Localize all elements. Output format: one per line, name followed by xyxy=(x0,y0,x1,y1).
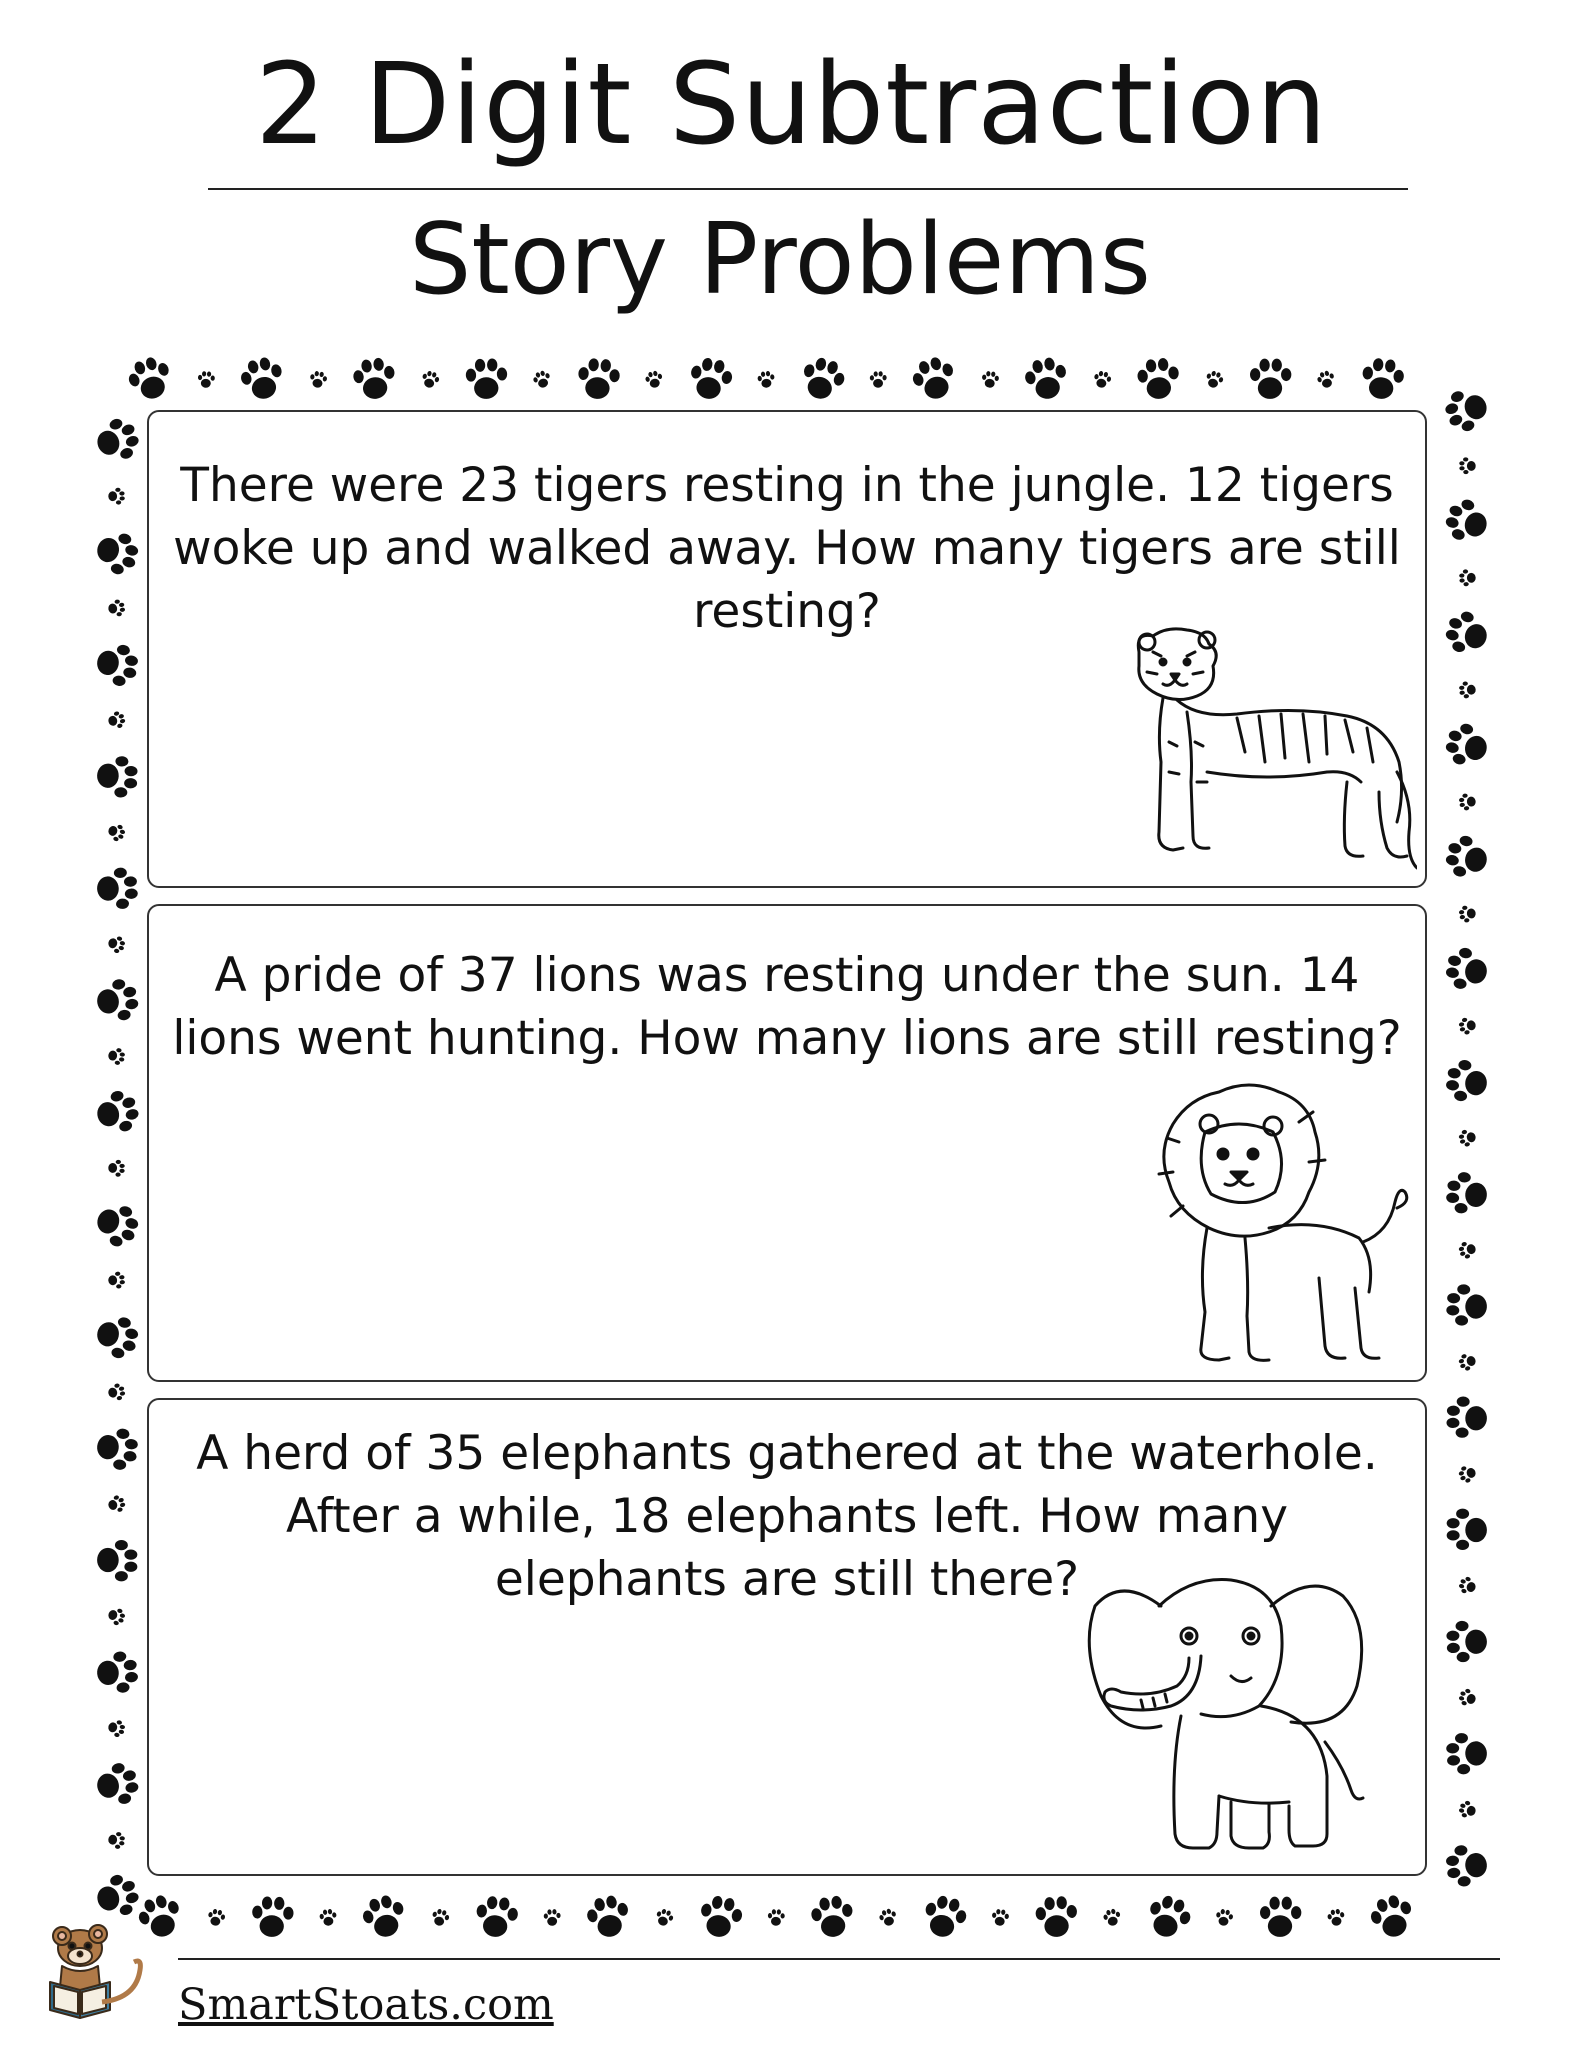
paw-print-icon xyxy=(251,1896,294,1938)
paw-print-icon xyxy=(687,356,735,403)
paw-print-icon xyxy=(1442,608,1490,659)
paw-print-icon xyxy=(93,1313,141,1362)
paw-print-icon xyxy=(1458,1016,1477,1036)
paw-print-icon xyxy=(1457,1687,1478,1708)
paw-print-icon xyxy=(1102,1908,1122,1928)
paw-print-icon xyxy=(1136,357,1181,401)
problem-card-3 xyxy=(147,1398,1427,1876)
paw-print-icon xyxy=(94,642,140,689)
lion-illustration xyxy=(1149,1082,1409,1372)
paw-print-icon xyxy=(1446,1396,1488,1439)
paw-print-icon xyxy=(1458,792,1476,811)
paw-print-icon xyxy=(106,1606,127,1627)
paw-print-icon xyxy=(96,867,139,911)
paw-print-icon xyxy=(878,1907,899,1928)
paw-print-icon xyxy=(1250,359,1291,399)
stoat-reading-book-icon xyxy=(40,1918,150,2028)
paw-print-icon xyxy=(798,354,849,404)
paw-print-icon xyxy=(474,1895,519,1939)
problem-text-2: A pride of 37 lions was resting under the sun. 14 lions went hunting. How many lions are still resting? xyxy=(172,948,1402,1066)
paw-print-icon xyxy=(107,1719,126,1739)
footer-divider xyxy=(178,1958,1500,1960)
problem-card-2 xyxy=(147,904,1427,1382)
paw-print-icon xyxy=(1442,495,1490,547)
paw-print-icon xyxy=(1457,1240,1477,1260)
paw-print-icon xyxy=(309,370,328,389)
paw-print-icon xyxy=(95,1650,139,1695)
paw-print-icon xyxy=(1442,720,1490,770)
paw-print-icon xyxy=(95,1426,139,1471)
paw-print-icon xyxy=(91,1199,142,1251)
paw-print-icon xyxy=(108,1271,126,1289)
paw-print-icon xyxy=(106,1494,127,1515)
paw-print-icon xyxy=(124,353,177,405)
paw-print-icon xyxy=(359,1892,410,1942)
paw-print-icon xyxy=(1458,904,1477,923)
paw-print-icon xyxy=(108,1160,125,1177)
worksheet-title: 2 Digit Subtraction xyxy=(255,40,1328,170)
paw-print-icon xyxy=(1457,1351,1478,1372)
paw-print-icon xyxy=(1445,1731,1488,1775)
paw-print-icon xyxy=(106,710,126,730)
paw-print-icon xyxy=(107,599,126,618)
paw-print-icon xyxy=(991,1909,1009,1927)
paw-print-icon xyxy=(1457,1575,1478,1596)
paw-print-icon xyxy=(1035,1895,1079,1938)
paw-print-icon xyxy=(757,370,776,388)
paw-print-icon xyxy=(1458,1128,1478,1148)
paw-print-icon xyxy=(1215,1908,1234,1927)
paw-print-icon xyxy=(465,358,508,400)
paw-print-icon xyxy=(697,1894,745,1941)
paw-print-icon xyxy=(108,1831,126,1849)
paw-print-icon xyxy=(654,1907,675,1928)
paw-print-icon xyxy=(97,1540,137,1581)
problem-text-3: A herd of 35 elephants gathered at the waterhole. After a while, 18 elephants left. How many elephants are still there? xyxy=(196,1426,1378,1607)
paw-print-icon xyxy=(1022,355,1071,403)
paw-print-icon xyxy=(207,1908,227,1927)
paw-print-icon xyxy=(920,1892,970,1941)
worksheet-subtitle: Story Problems xyxy=(409,203,1151,317)
paw-print-icon xyxy=(1366,1891,1418,1942)
paw-print-icon xyxy=(94,977,141,1025)
paw-print-icon xyxy=(1443,833,1490,882)
paw-print-icon xyxy=(1445,1171,1489,1216)
paw-print-icon xyxy=(1327,1908,1346,1927)
paw-print-icon xyxy=(1447,1509,1487,1550)
paw-print-icon xyxy=(319,1908,338,1926)
paw-print-icon xyxy=(768,1909,785,1926)
paw-print-icon xyxy=(1459,681,1477,699)
paw-print-icon xyxy=(809,1894,856,1940)
elephant-illustration xyxy=(1081,1566,1417,1866)
paw-print-icon xyxy=(1444,945,1490,993)
paw-print-icon xyxy=(1445,1283,1488,1327)
paw-print-icon xyxy=(92,1087,142,1138)
paw-print-icon xyxy=(1204,369,1225,390)
paw-print-icon xyxy=(93,1760,141,1809)
paw-print-icon xyxy=(584,1893,633,1941)
paw-print-icon xyxy=(430,1907,450,1927)
paw-print-icon xyxy=(1459,569,1476,587)
paw-print-icon xyxy=(1445,1843,1489,1888)
paw-print-icon xyxy=(351,356,398,402)
paw-print-icon xyxy=(237,354,287,403)
title-divider xyxy=(208,188,1408,190)
paw-print-icon xyxy=(107,1382,126,1402)
paw-print-icon xyxy=(577,357,621,400)
problem-text-1: There were 23 tigers resting in the jungle. 12 tigers woke up and walked away. How many tigers are still resting? xyxy=(173,458,1401,639)
paw-print-icon xyxy=(981,371,999,389)
paw-print-icon xyxy=(908,353,960,404)
paw-print-icon xyxy=(1143,1892,1195,1943)
paw-print-icon xyxy=(420,369,440,389)
paw-print-icon xyxy=(1459,457,1476,474)
paw-print-icon xyxy=(1457,1463,1478,1484)
paw-print-icon xyxy=(197,371,215,388)
paw-print-icon xyxy=(1316,369,1337,390)
paw-print-icon xyxy=(92,1870,143,1922)
paw-print-icon xyxy=(531,369,552,390)
paw-print-icon xyxy=(107,934,127,954)
paw-print-icon xyxy=(107,1047,125,1066)
paw-print-icon xyxy=(543,1909,561,1926)
paw-print-icon xyxy=(644,370,664,390)
paw-print-icon xyxy=(1446,1620,1488,1663)
paw-print-icon xyxy=(1457,1799,1477,1819)
paw-print-icon xyxy=(93,528,142,578)
paw-print-icon xyxy=(1093,370,1113,389)
problem-card-1 xyxy=(147,410,1427,888)
paw-print-icon xyxy=(96,755,138,798)
paw-print-icon xyxy=(1360,357,1405,401)
paw-print-icon xyxy=(106,822,127,843)
paw-print-icon xyxy=(1444,1058,1490,1105)
tiger-illustration xyxy=(1117,622,1417,882)
paw-print-icon xyxy=(870,371,887,388)
footer-site-link[interactable]: SmartStoats.com xyxy=(178,1980,554,2030)
paw-print-icon xyxy=(1441,383,1490,436)
paw-print-icon xyxy=(1260,1897,1301,1937)
paw-print-icon xyxy=(108,487,125,505)
paw-print-icon xyxy=(91,414,143,467)
